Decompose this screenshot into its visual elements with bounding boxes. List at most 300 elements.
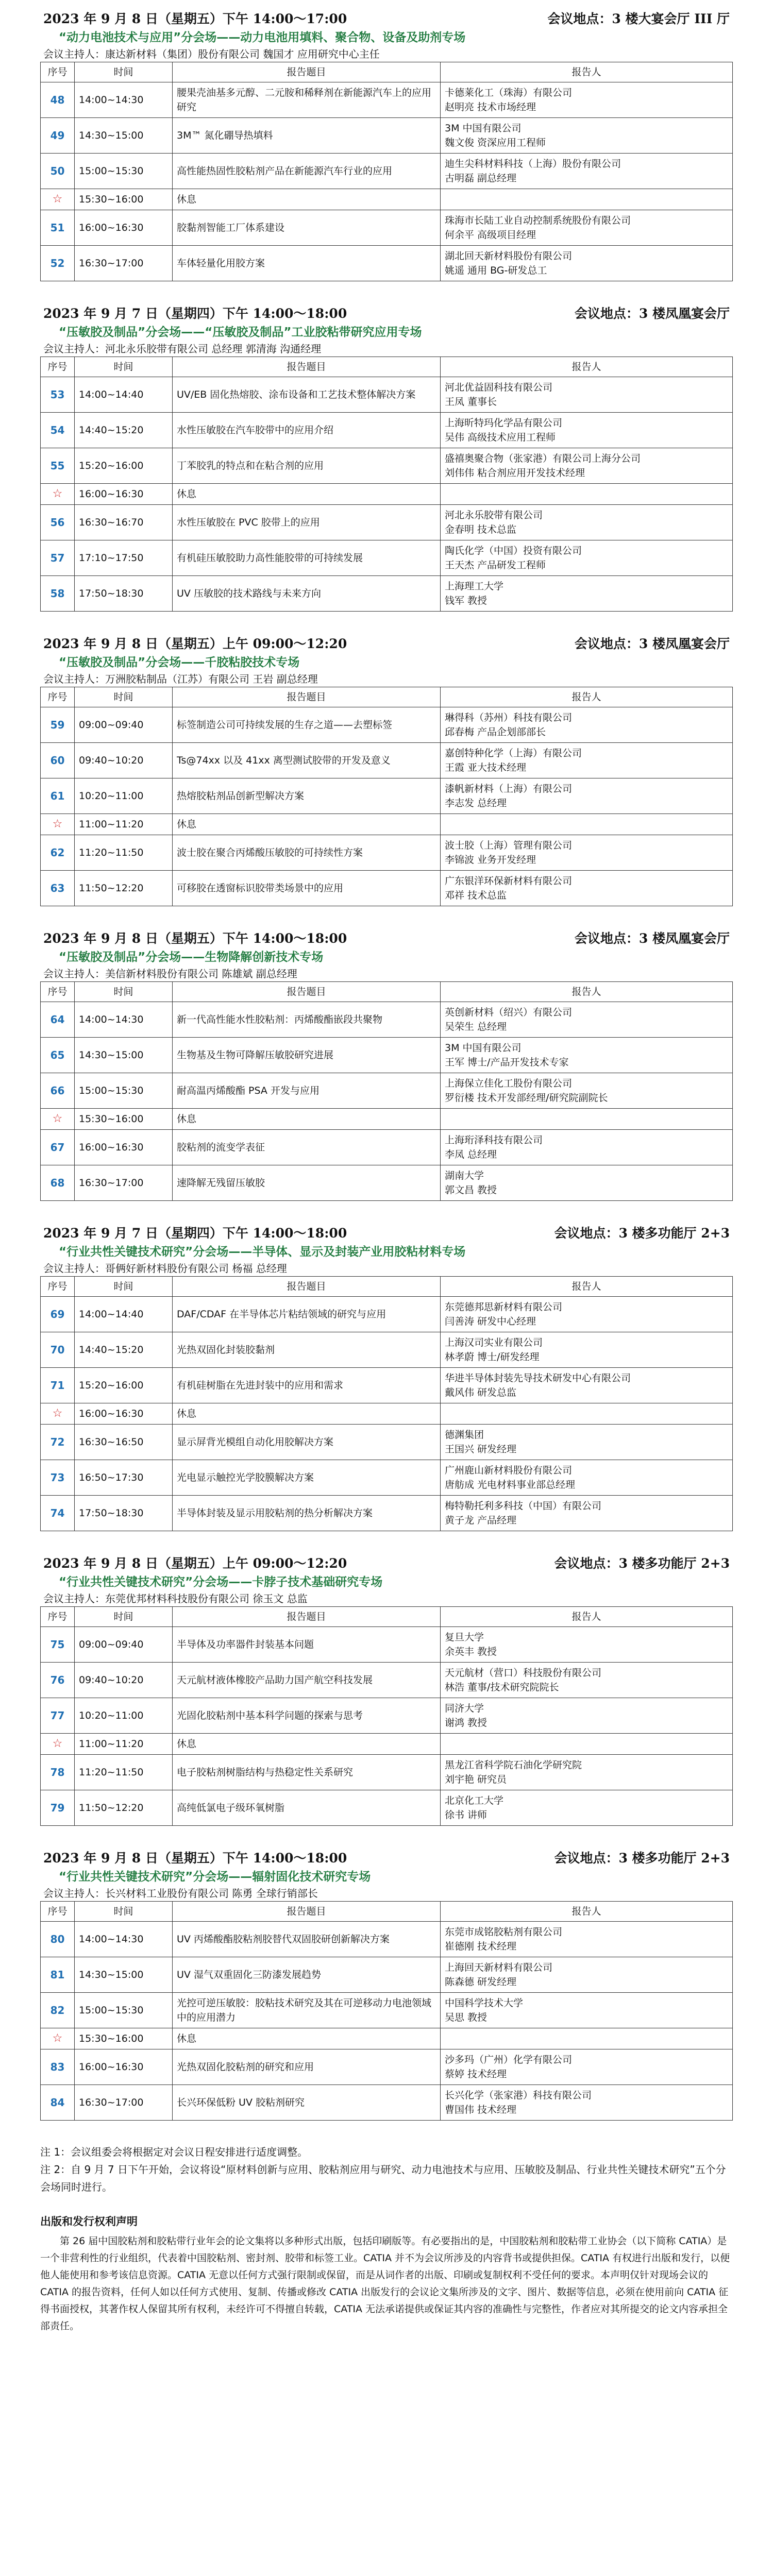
cell-no: 48 [41, 82, 75, 118]
schedule-table [40, 62, 733, 281]
cell-topic: 腰果壳油基多元醇、二元胺和稀释剂在新能源汽车上的应用研究 [173, 82, 441, 118]
cell-topic: 车体轻量化用胶方案 [173, 246, 441, 281]
cell-speaker: 上海回天新材料有限公司 陈森德 研发经理 [441, 1957, 733, 1993]
table-row [41, 1165, 733, 1201]
session-date-time: 2023 年 9 月 8 日（星期五）下午 14:00～17:00 [43, 11, 347, 26]
header-no: 序号 [41, 1607, 75, 1627]
session-host: 会议主持人：东莞优邦材料科技股份有限公司 徐玉文 总监 [43, 1592, 308, 1605]
cell-no: 69 [41, 1297, 75, 1332]
header-speaker: 报告人 [441, 1902, 733, 1922]
header-time: 时间 [75, 357, 173, 377]
cell-speaker [441, 484, 733, 505]
cell-topic: 水性压敏胶在 PVC 胶带上的应用 [173, 505, 441, 540]
cell-topic: 高纯低氯电子级环氧树脂 [173, 1790, 441, 1826]
session-location: 会议地点：3 楼凤凰宴会厅 [574, 931, 730, 946]
cell-topic: 显示屏背光模组自动化用胶解决方案 [173, 1425, 441, 1460]
cell-no: 76 [41, 1663, 75, 1698]
cell-speaker [441, 2028, 733, 2049]
table-row [41, 1957, 733, 1993]
table-header-row [41, 62, 733, 82]
session-date-time: 2023 年 9 月 7 日（星期四）下午 14:00～18:00 [43, 306, 347, 321]
table-header-row [41, 1902, 733, 1922]
session-list [40, 9, 733, 2121]
cell-no: 79 [41, 1790, 75, 1826]
session-header [40, 634, 733, 654]
break-star-icon: ☆ [41, 814, 75, 835]
session-block [40, 1224, 733, 1531]
session-title: “压敏胶及制品”分会场——“压敏胶及制品”工业胶粘带研究应用专场 [59, 326, 422, 339]
table-row [41, 505, 733, 540]
table-row [41, 2049, 733, 2085]
session-title: “压敏胶及制品”分会场——生物降解创新技术专场 [59, 951, 324, 964]
break-row [41, 1734, 733, 1755]
break-star-icon: ☆ [41, 189, 75, 210]
cell-time: 16:30~17:00 [75, 246, 173, 281]
header-time: 时间 [75, 62, 173, 82]
cell-no: 63 [41, 871, 75, 906]
cell-speaker: 东莞市成铭胶粘剂有限公司 崔德刚 技术经理 [441, 1922, 733, 1957]
table-row [41, 1663, 733, 1698]
break-row [41, 2028, 733, 2049]
cell-time: 15:00~15:30 [75, 154, 173, 189]
session-location: 会议地点：3 楼凤凰宴会厅 [574, 306, 730, 321]
table-row [41, 540, 733, 576]
table-header-row [41, 982, 733, 1002]
cell-time: 11:50~12:20 [75, 1790, 173, 1826]
cell-time: 14:00~14:40 [75, 1297, 173, 1332]
cell-topic: 光热双固化胶粘剂的研究和应用 [173, 2049, 441, 2085]
cell-time: 15:30~16:00 [75, 1109, 173, 1130]
cell-speaker: 长兴化学（张家港）科技有限公司 曹国伟 技术经理 [441, 2085, 733, 2121]
header-topic: 报告题目 [173, 1902, 441, 1922]
table-row [41, 1790, 733, 1826]
cell-topic: 水性压敏胶在汽车胶带中的应用介绍 [173, 413, 441, 448]
header-speaker: 报告人 [441, 1607, 733, 1627]
cell-topic: 有机硅压敏胶助力高性能胶带的可持续发展 [173, 540, 441, 576]
cell-time: 09:40~10:20 [75, 743, 173, 778]
header-time: 时间 [75, 1902, 173, 1922]
cell-speaker: 琳得科（苏州）科技有限公司 邱春梅 产品企划部部长 [441, 707, 733, 743]
header-time: 时间 [75, 1277, 173, 1297]
cell-topic: 休息 [173, 814, 441, 835]
table-row [41, 1073, 733, 1109]
session-host: 会议主持人：长兴材料工业股份有限公司 陈勇 全球行销部长 [43, 1887, 318, 1900]
table-row [41, 1698, 733, 1734]
cell-time: 16:00~16:30 [75, 484, 173, 505]
cell-speaker: 广东银洋环保新材料有限公司 邓祥 技术总监 [441, 871, 733, 906]
break-row [41, 1403, 733, 1425]
session-block [40, 634, 733, 906]
header-speaker: 报告人 [441, 687, 733, 707]
session-block [40, 1554, 733, 1826]
cell-speaker: 河北永乐胶带有限公司 金春明 技术总监 [441, 505, 733, 540]
header-no: 序号 [41, 982, 75, 1002]
cell-topic: UV 压敏胶的技术路线与未来方向 [173, 576, 441, 612]
break-row [41, 484, 733, 505]
cell-time: 15:00~15:30 [75, 1073, 173, 1109]
table-header-row [41, 1277, 733, 1297]
cell-no: 54 [41, 413, 75, 448]
session-host: 会议主持人：哥俩好新材料股份有限公司 杨福 总经理 [43, 1262, 287, 1275]
cell-speaker: 湖北回天新材料股份有限公司 姚遥 通用 BG-研发总工 [441, 246, 733, 281]
cell-time: 16:50~17:30 [75, 1460, 173, 1496]
break-star-icon: ☆ [41, 2028, 75, 2049]
cell-topic: 半导体封装及显示用胶粘剂的热分析解决方案 [173, 1496, 441, 1531]
cell-topic: 可移胶在透窗标识胶带类场景中的应用 [173, 871, 441, 906]
cell-time: 14:00~14:30 [75, 1002, 173, 1038]
cell-speaker: 嘉创特种化学（上海）有限公司 王霞 亚大技术经理 [441, 743, 733, 778]
cell-topic: 光控可逆压敏胶：胶粘技术研究及其在可逆移动力电池领域中的应用潜力 [173, 1993, 441, 2028]
note-1: 注 1：会议组委会将根据定对会议日程安排进行适度调整。 [40, 2146, 308, 2158]
cell-topic: 标签制造公司可持续发展的生存之道——去塑标签 [173, 707, 441, 743]
cell-speaker: 盛禧奥聚合物（张家港）有限公司上海分公司 刘伟伟 粘合剂应用开发技术经理 [441, 448, 733, 484]
table-row [41, 82, 733, 118]
header-no: 序号 [41, 687, 75, 707]
session-location: 会议地点：3 楼凤凰宴会厅 [574, 636, 730, 651]
cell-time: 14:40~15:20 [75, 1332, 173, 1368]
session-header [40, 304, 733, 324]
cell-topic: 半导体及功率器件封装基本问题 [173, 1627, 441, 1663]
cell-no: 65 [41, 1038, 75, 1073]
schedule-table [40, 687, 733, 906]
cell-topic: 波士胶在聚合丙烯酸压敏胶的可持续性方案 [173, 835, 441, 871]
table-row [41, 448, 733, 484]
cell-time: 11:00~11:20 [75, 814, 173, 835]
cell-no: 83 [41, 2049, 75, 2085]
cell-topic: 长兴环保低粉 UV 胶粘剂研究 [173, 2085, 441, 2121]
cell-topic: 光固化胶粘剂中基本科学问题的探索与思考 [173, 1698, 441, 1734]
cell-speaker: 上海理工大学 钱军 教授 [441, 576, 733, 612]
cell-no: 72 [41, 1425, 75, 1460]
cell-no: 50 [41, 154, 75, 189]
header-no: 序号 [41, 62, 75, 82]
table-row [41, 210, 733, 246]
cell-speaker [441, 1109, 733, 1130]
table-header-row [41, 357, 733, 377]
table-row [41, 1425, 733, 1460]
cell-speaker: 陶氏化学（中国）投资有限公司 王天杰 产品研发工程师 [441, 540, 733, 576]
header-speaker: 报告人 [441, 1277, 733, 1297]
program-document [40, 0, 733, 2335]
table-row [41, 2085, 733, 2121]
session-location: 会议地点：3 楼大宴会厅 III 厅 [547, 11, 730, 26]
table-row [41, 576, 733, 612]
cell-time: 11:50~12:20 [75, 871, 173, 906]
cell-speaker: 河北优益固科技有限公司 王凤 董事长 [441, 377, 733, 413]
header-time: 时间 [75, 1607, 173, 1627]
header-topic: 报告题目 [173, 357, 441, 377]
cell-time: 10:20~11:00 [75, 778, 173, 814]
session-date-time: 2023 年 9 月 8 日（星期五）下午 14:00～18:00 [43, 931, 347, 946]
cell-no: 57 [41, 540, 75, 576]
table-row [41, 246, 733, 281]
cell-topic: 3M™ 氮化硼导热填料 [173, 118, 441, 154]
cell-no: 67 [41, 1130, 75, 1165]
cell-time: 16:00~16:30 [75, 210, 173, 246]
cell-speaker: 漆帆新材料（上海）有限公司 李志发 总经理 [441, 778, 733, 814]
cell-no: 58 [41, 576, 75, 612]
cell-topic: 天元航材液体橡胶产品助力国产航空科技发展 [173, 1663, 441, 1698]
cell-no: 51 [41, 210, 75, 246]
cell-no: 81 [41, 1957, 75, 1993]
cell-topic: 生物基及生物可降解压敏胶研究进展 [173, 1038, 441, 1073]
cell-time: 11:20~11:50 [75, 835, 173, 871]
copyright-text: 第 26 届中国胶粘剂和胶粘带行业年会的论文集将以多种形式出版，包括印刷版等。有必要指出的是，中国胶粘剂和胶粘带工业协会（以下简称 CATIA）是一个非营利性的行业组织，代表着中国胶粘剂、密封剂、胶带和标签工业。CATIA 并不为会议所涉及的内容背书或提供担保。CATIA 有权进行出版和发行，以便他人能使用和参考该信息资源。CATIA 无意以任何方式强行限制或保留，而是从词作者的出版、印刷或复制权利不受任何的要求。本声明仅针对现场会议的 CATIA 的报告资料，任何人如以任何方式使用、复制、传播或修改 CATIA 出版发行的会议论文集所涉及的文字、图片、数据等信息，必须在使用前向 CATIA 征得书面授权，其著作权人保留其所有权利，未经许可不得擅自转载，CATIA 无法承诺提供或保证其内容的准确性与完整性，作者应对其所提交的论文内容承担全部责任。 [40, 2235, 730, 2332]
cell-topic: UV/EB 固化热熔胶、涂布设备和工艺技术整体解决方案 [173, 377, 441, 413]
cell-time: 16:00~16:30 [75, 2049, 173, 2085]
cell-time: 11:20~11:50 [75, 1755, 173, 1790]
cell-speaker: 湖南大学 郭文昌 教授 [441, 1165, 733, 1201]
cell-time: 14:30~15:00 [75, 1957, 173, 1993]
session-host: 会议主持人：万洲胶粘制品（江苏）有限公司 王岩 副总经理 [43, 673, 318, 685]
session-date-time: 2023 年 9 月 8 日（星期五）上午 09:00～12:20 [43, 1556, 347, 1571]
note-2: 注 2：自 9 月 7 日下午开始，会议将设“原材料创新与应用、胶粘剂应用与研究、动力电池技术与应用、压敏胶及制品、行业共性关键技术研究”五个分会场同时进行。 [40, 2163, 726, 2193]
session-host: 会议主持人：河北永乐胶带有限公司 总经理 郭清海 沟通经理 [43, 343, 322, 355]
schedule-table [40, 981, 733, 1201]
header-time: 时间 [75, 687, 173, 707]
cell-no: 60 [41, 743, 75, 778]
table-row [41, 377, 733, 413]
notes [40, 2143, 733, 2196]
cell-topic: 耐高温丙烯酸酯 PSA 开发与应用 [173, 1073, 441, 1109]
table-row [41, 1368, 733, 1403]
session-title: “行业共性关键技术研究”分会场——辐射固化技术研究专场 [59, 1870, 371, 1884]
table-row [41, 1002, 733, 1038]
cell-time: 17:10~17:50 [75, 540, 173, 576]
header-topic: 报告题目 [173, 687, 441, 707]
cell-speaker: 广州鹿山新材料股份有限公司 唐舫成 光电材料事业部总经理 [441, 1460, 733, 1496]
session-header [40, 9, 733, 29]
cell-time: 16:30~16:50 [75, 1425, 173, 1460]
cell-speaker: 黑龙江省科学院石油化学研究院 刘宇艳 研究员 [441, 1755, 733, 1790]
cell-speaker [441, 814, 733, 835]
copyright-title: 出版和发行权利声明 [40, 2215, 138, 2228]
table-row [41, 835, 733, 871]
session-date-time: 2023 年 9 月 8 日（星期五）下午 14:00～18:00 [43, 1851, 347, 1866]
cell-no: 80 [41, 1922, 75, 1957]
cell-topic: 速降解无残留压敏胶 [173, 1165, 441, 1201]
session-block [40, 1849, 733, 2121]
session-date-time: 2023 年 9 月 8 日（星期五）上午 09:00～12:20 [43, 636, 347, 651]
table-row [41, 1460, 733, 1496]
cell-time: 15:30~16:00 [75, 2028, 173, 2049]
cell-speaker: 东莞德邦思新材料有限公司 闫善涛 研发中心经理 [441, 1297, 733, 1332]
cell-no: 71 [41, 1368, 75, 1403]
header-topic: 报告题目 [173, 1607, 441, 1627]
schedule-table [40, 357, 733, 612]
table-header-row [41, 1607, 733, 1627]
header-speaker: 报告人 [441, 982, 733, 1002]
cell-time: 14:30~15:00 [75, 1038, 173, 1073]
cell-time: 10:20~11:00 [75, 1698, 173, 1734]
cell-time: 14:00~14:30 [75, 82, 173, 118]
cell-speaker: 3M 中国有限公司 魏文俊 资深应用工程师 [441, 118, 733, 154]
cell-speaker [441, 1734, 733, 1755]
cell-topic: 休息 [173, 1403, 441, 1425]
cell-speaker: 上海昕特玛化学品有限公司 吴伟 高级技术应用工程师 [441, 413, 733, 448]
cell-no: 77 [41, 1698, 75, 1734]
session-date-time: 2023 年 9 月 7 日（星期四）下午 14:00～18:00 [43, 1226, 347, 1241]
cell-time: 17:50~18:30 [75, 1496, 173, 1531]
cell-time: 15:30~16:00 [75, 189, 173, 210]
cell-topic: 光热双固化封装胶黏剂 [173, 1332, 441, 1368]
cell-time: 14:40~15:20 [75, 413, 173, 448]
cell-topic: Ts@74xx 以及 41xx 离型测试胶带的开发及意义 [173, 743, 441, 778]
break-row [41, 1109, 733, 1130]
cell-time: 09:40~10:20 [75, 1663, 173, 1698]
table-row [41, 1755, 733, 1790]
header-no: 序号 [41, 1902, 75, 1922]
break-star-icon: ☆ [41, 1403, 75, 1425]
cell-time: 09:00~09:40 [75, 707, 173, 743]
schedule-table [40, 1276, 733, 1531]
session-block [40, 304, 733, 612]
cell-no: 64 [41, 1002, 75, 1038]
session-title: “行业共性关键技术研究”分会场——半导体、显示及封装产业用胶粘材料专场 [59, 1245, 466, 1259]
session-host: 会议主持人：美信新材料股份有限公司 陈雄斌 副总经理 [43, 968, 297, 980]
cell-speaker: 3M 中国有限公司 王军 博士/产品开发技术专家 [441, 1038, 733, 1073]
cell-topic: 休息 [173, 2028, 441, 2049]
break-star-icon: ☆ [41, 1734, 75, 1755]
cell-speaker: 沙多玛（广州）化学有限公司 蔡婷 技术经理 [441, 2049, 733, 2085]
cell-time: 14:00~14:30 [75, 1922, 173, 1957]
cell-topic: UV 丙烯酸酯胶粘剂胶替代双固胶研创新解决方案 [173, 1922, 441, 1957]
header-no: 序号 [41, 1277, 75, 1297]
cell-time: 15:20~16:00 [75, 448, 173, 484]
cell-time: 14:30~15:00 [75, 118, 173, 154]
cell-time: 17:50~18:30 [75, 576, 173, 612]
cell-speaker: 梅特勒托利多科技（中国）有限公司 黄子龙 产品经理 [441, 1496, 733, 1531]
header-speaker: 报告人 [441, 62, 733, 82]
cell-speaker: 上海保立佳化工股份有限公司 罗衍楼 技术开发部经理/研究院副院长 [441, 1073, 733, 1109]
session-host: 会议主持人：康达新材料（集团）股份有限公司 魏国才 应用研究中心主任 [43, 48, 380, 60]
cell-no: 70 [41, 1332, 75, 1368]
schedule-table [40, 1606, 733, 1826]
table-row [41, 1038, 733, 1073]
session-header [40, 1849, 733, 1868]
cell-speaker [441, 1403, 733, 1425]
cell-time: 16:00~16:30 [75, 1130, 173, 1165]
table-row [41, 1993, 733, 2028]
header-topic: 报告题目 [173, 62, 441, 82]
table-row [41, 1297, 733, 1332]
cell-time: 16:30~17:00 [75, 2085, 173, 2121]
cell-speaker: 迪生尖科材料科技（上海）股份有限公司 古明磊 副总经理 [441, 154, 733, 189]
cell-topic: 热熔胶粘剂品创新型解决方案 [173, 778, 441, 814]
cell-speaker: 波士胶（上海）管理有限公司 李锦波 业务开发经理 [441, 835, 733, 871]
cell-no: 62 [41, 835, 75, 871]
break-row [41, 189, 733, 210]
cell-no: 84 [41, 2085, 75, 2121]
cell-no: 53 [41, 377, 75, 413]
cell-speaker: 复旦大学 余英丰 教授 [441, 1627, 733, 1663]
cell-no: 61 [41, 778, 75, 814]
cell-topic: 新一代高性能水性胶粘剂：丙烯酸酯嵌段共聚物 [173, 1002, 441, 1038]
cell-no: 73 [41, 1460, 75, 1496]
session-block [40, 929, 733, 1201]
cell-no: 66 [41, 1073, 75, 1109]
header-time: 时间 [75, 982, 173, 1002]
table-row [41, 871, 733, 906]
table-row [41, 154, 733, 189]
table-header-row [41, 687, 733, 707]
cell-speaker: 中国科学技术大学 吴思 教授 [441, 1993, 733, 2028]
header-speaker: 报告人 [441, 357, 733, 377]
cell-no: 82 [41, 1993, 75, 2028]
break-row [41, 814, 733, 835]
session-header [40, 1224, 733, 1243]
cell-speaker: 德渊集团 王国兴 研发经理 [441, 1425, 733, 1460]
cell-speaker: 天元航材（营口）科技股份有限公司 林浩 董事/技术研究院院长 [441, 1663, 733, 1698]
cell-topic: 休息 [173, 484, 441, 505]
header-topic: 报告题目 [173, 982, 441, 1002]
cell-speaker: 同济大学 谢鸿 教授 [441, 1698, 733, 1734]
session-location: 会议地点：3 楼多功能厅 2+3 [554, 1226, 730, 1241]
cell-time: 11:00~11:20 [75, 1734, 173, 1755]
table-row [41, 1332, 733, 1368]
cell-topic: 电子胶粘剂树脂结构与热稳定性关系研究 [173, 1755, 441, 1790]
break-star-icon: ☆ [41, 1109, 75, 1130]
cell-topic: 休息 [173, 1109, 441, 1130]
cell-topic: 有机硅树脂在先进封装中的应用和需求 [173, 1368, 441, 1403]
session-header [40, 1554, 733, 1573]
cell-topic: 胶黏剂智能工厂体系建设 [173, 210, 441, 246]
cell-speaker: 上海珩泽科技有限公司 李凤 总经理 [441, 1130, 733, 1165]
session-location: 会议地点：3 楼多功能厅 2+3 [554, 1851, 730, 1866]
table-row [41, 1922, 733, 1957]
cell-topic: DAF/CDAF 在半导体芯片粘结领域的研究与应用 [173, 1297, 441, 1332]
cell-speaker: 英创新材料（绍兴）有限公司 吴荣生 总经理 [441, 1002, 733, 1038]
cell-time: 09:00~09:40 [75, 1627, 173, 1663]
table-row [41, 118, 733, 154]
cell-speaker: 珠海市长陆工业自动控制系统股份有限公司 何余平 高级项目经理 [441, 210, 733, 246]
cell-no: 74 [41, 1496, 75, 1531]
cell-time: 16:30~17:00 [75, 1165, 173, 1201]
table-row [41, 743, 733, 778]
table-row [41, 1496, 733, 1531]
session-title: “行业共性关键技术研究”分会场——卡脖子技术基础研究专场 [59, 1575, 383, 1589]
cell-topic: UV 湿气双重固化三防漆发展趋势 [173, 1957, 441, 1993]
cell-no: 52 [41, 246, 75, 281]
session-location: 会议地点：3 楼多功能厅 2+3 [554, 1556, 730, 1571]
cell-time: 14:00~14:40 [75, 377, 173, 413]
cell-speaker [441, 189, 733, 210]
break-star-icon: ☆ [41, 484, 75, 505]
table-row [41, 413, 733, 448]
session-block [40, 9, 733, 281]
schedule-table [40, 1901, 733, 2121]
cell-topic: 高性能热固性胶粘剂产品在新能源汽车行业的应用 [173, 154, 441, 189]
session-title: “压敏胶及制品”分会场——千胶粘胶技术专场 [59, 656, 300, 669]
cell-time: 15:20~16:00 [75, 1368, 173, 1403]
cell-no: 75 [41, 1627, 75, 1663]
cell-time: 16:00~16:30 [75, 1403, 173, 1425]
cell-no: 68 [41, 1165, 75, 1201]
cell-no: 59 [41, 707, 75, 743]
session-title: “动力电池技术与应用”分会场——动力电池用填料、聚合物、设备及助剂专场 [59, 31, 466, 44]
cell-no: 78 [41, 1755, 75, 1790]
cell-topic: 休息 [173, 1734, 441, 1755]
header-no: 序号 [41, 357, 75, 377]
cell-topic: 胶粘剂的流变学表征 [173, 1130, 441, 1165]
table-row [41, 1627, 733, 1663]
header-topic: 报告题目 [173, 1277, 441, 1297]
cell-no: 49 [41, 118, 75, 154]
table-row [41, 1130, 733, 1165]
cell-no: 55 [41, 448, 75, 484]
session-header [40, 929, 733, 948]
table-row [41, 707, 733, 743]
